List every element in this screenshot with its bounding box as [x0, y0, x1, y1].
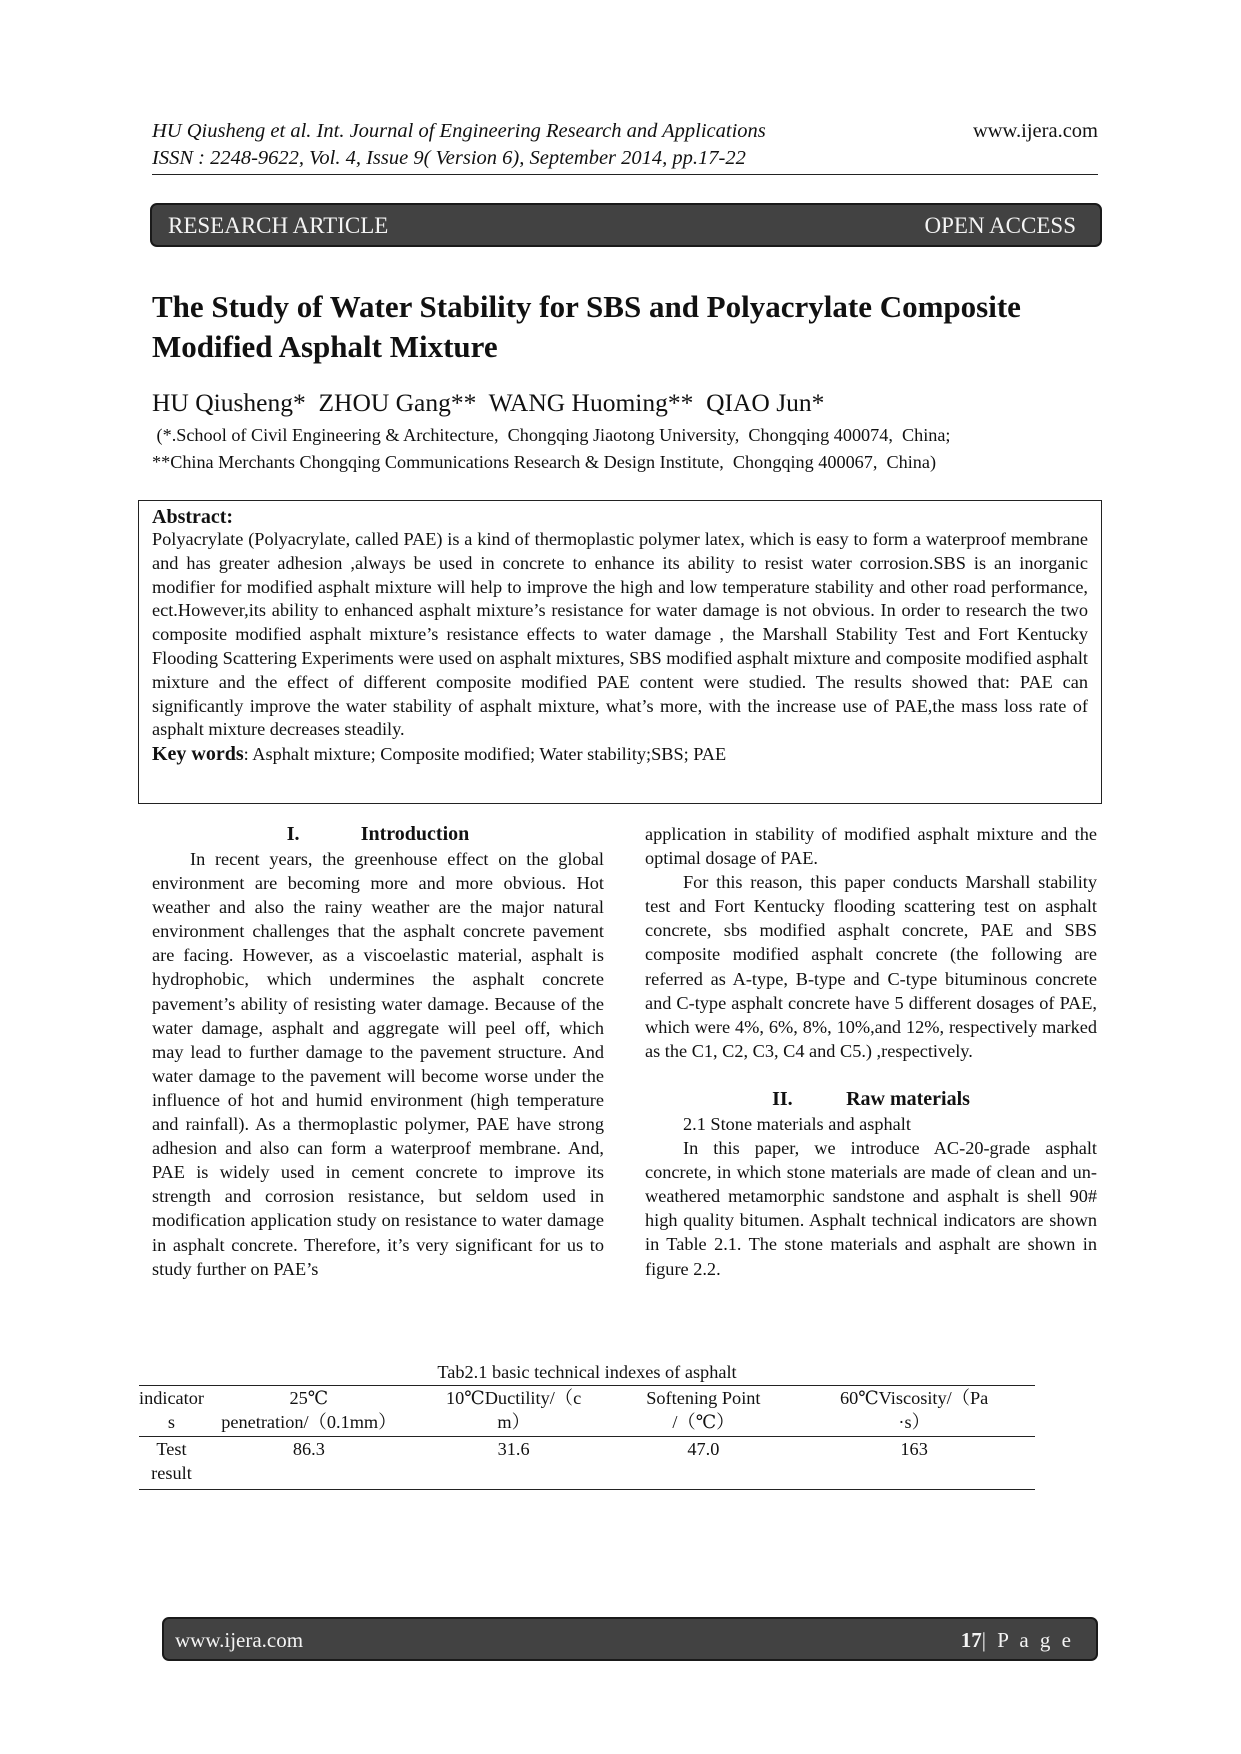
- right-column: [645, 822, 1097, 1281]
- title-line-2: Modified Asphalt Mixture: [152, 329, 498, 364]
- paper-title: [152, 287, 1112, 367]
- section-number: II.: [772, 1087, 793, 1110]
- section-heading-introduction: [152, 822, 604, 847]
- issn-line: ISSN : 2248-9622, Vol. 4, Issue 9( Version 6), September 2014, pp.17-22: [152, 147, 746, 169]
- affiliation-2: **China Merchants Chongqing Communications Research & Design Institute, Chongqing 400067, China): [152, 452, 936, 472]
- page-num-value: 17: [960, 1628, 982, 1652]
- section-title: Introduction: [360, 823, 470, 845]
- page-footer: [162, 1617, 1098, 1661]
- page-label: | P a g e: [981, 1628, 1074, 1652]
- intro-paragraph-1: In recent years, the greenhouse effect on the global environment are becoming more and more obvious. Hot weather and also the rainy weather are the major natural environment challenges that the asphalt concrete pavement are facing. However, as a viscoelastic material, asphalt is hydrophobic, which undermines the asphalt concrete pavement’s ability of resisting water damage. Because of the water damage, asphalt and aggregate will peel off, which may lead to further damage to the pavement structure. And water damage to the pavement will become worse under the influence of hot and humid environment (high temperature and rainfall). As a thermoplastic polymer, PAE have strong adhesion and also can form a waterproof membrane. And, PAE is widely used in cement concrete to improve its strength and corrosion resistance, but seldom used in modification application study on resistance to water damage in asphalt concrete. Therefore, it’s very significant for us to study further on PAE’s: [152, 849, 604, 1279]
- header-cell: 60℃Viscosity/（Pa ·s）: [839, 1388, 989, 1432]
- page-number: [961, 1628, 1074, 1653]
- left-column: [152, 822, 604, 1281]
- value-cell: 163: [900, 1439, 928, 1459]
- section-title: Raw materials: [846, 1087, 970, 1110]
- keywords-label: Key words: [152, 743, 244, 766]
- table-header-row: [139, 1386, 1035, 1437]
- value-cell: 31.6: [497, 1439, 530, 1459]
- running-header: [152, 118, 1098, 172]
- abstract-heading: Abstract:: [152, 506, 234, 528]
- intro-paragraph-2: For this reason, this paper conducts Marshall stability test and Fort Kentucky flooding scattering test on asphalt concrete, sbs modified asphalt concrete, PAE and SBS composite modified asphalt concrete (the following are referred as A-type, B-type and C-type bituminous concrete and C-type asphalt concrete have 5 different dosages of PAE, which were 4%, 6%, 8%, 10%,and 12%, respectively marked as the C1, C2, C3, C4 and C5.) ,respectively.: [645, 872, 1097, 1061]
- value-cell: 47.0: [687, 1439, 720, 1459]
- section-heading-raw-materials: [645, 1087, 1097, 1112]
- journal-citation-line: HU Qiusheng et al. Int. Journal of Engineering Research and Applications: [152, 120, 766, 142]
- header-cell: 25℃ penetration/（0.1mm）: [221, 1388, 397, 1432]
- keywords: [152, 742, 1088, 767]
- subsection-heading: 2.1 Stone materials and asphalt: [683, 1113, 911, 1134]
- table-caption: Tab2.1 basic technical indexes of asphalt: [437, 1362, 737, 1382]
- abstract-box: [138, 500, 1102, 804]
- raw-materials-paragraph: In this paper, we introduce AC-20-grade asphalt concrete, in which stone materials are made of clean and un-weathered metamorphic sandstone and asphalt is shell 90# high quality bitumen. Asphalt technical indicators are shown in Table 2.1. The stone materials and asphalt are shown in figure 2.2.: [645, 1138, 1097, 1279]
- abstract-body: Polyacrylate (Polyacrylate, called PAE) is a kind of thermoplastic polymer latex, which is easy to form a waterproof membrane and has greater adhesion ,always be used in concrete to enhance its ability to resist water corrosion.SBS is an inorganic modifier for modified asphalt mixture will help to improve the high and low temperature stability and other road performance, ect.However,its ability to enhanced asphalt mixture’s resistance for water damage is not obvious. In order to research the two composite modified asphalt mixture’s resistance effects to water damage , the Marshall Stability Test and Fort Kentucky Flooding Scattering Experiments were used on asphalt mixtures, SBS modified asphalt mixture and composite modified asphalt mixture and the effect of different composite modified PAE content were studied. The results showed that: PAE can significantly improve the water stability of asphalt mixture, what’s more, with the increase use of PAE,the mass loss rate of asphalt mixture decreases steadily.: [152, 529, 1088, 740]
- affiliations: [152, 422, 1112, 476]
- row-label-cell: Test result: [151, 1439, 192, 1483]
- keywords-list: : Asphalt mixture; Composite modified; Water stability;SBS; PAE: [243, 744, 727, 765]
- affiliation-1: (*.School of Civil Engineering & Architecture, Chongqing Jiaotong University, Chongqing 400074, China;: [152, 425, 951, 445]
- header-cell: 10℃Ductility/（c m）: [446, 1388, 582, 1432]
- header-rule: [152, 174, 1098, 175]
- intro-paragraph-1-continued: application in stability of modified asphalt mixture and the optimal dosage of PAE.: [645, 824, 1097, 869]
- footer-website: www.ijera.com: [175, 1628, 304, 1652]
- header-cell: Softening Point /（℃）: [646, 1388, 761, 1432]
- author-list: HU Qiusheng* ZHOU Gang** WANG Huoming** QIAO Jun*: [152, 388, 825, 417]
- section-number: I.: [286, 823, 300, 845]
- value-cell: 86.3: [292, 1439, 325, 1459]
- open-access-label: OPEN ACCESS: [924, 213, 1076, 238]
- article-type-label: RESEARCH ARTICLE: [168, 213, 389, 238]
- title-line-1: The Study of Water Stability for SBS and Polyacrylate Composite: [152, 289, 1021, 324]
- journal-website: www.ijera.com: [972, 120, 1098, 142]
- spacer: [645, 1063, 1097, 1087]
- asphalt-indexes-table: [139, 1385, 1035, 1490]
- table-row: [139, 1437, 1035, 1490]
- article-type-banner: [150, 203, 1102, 247]
- header-cell: indicator s: [139, 1388, 204, 1432]
